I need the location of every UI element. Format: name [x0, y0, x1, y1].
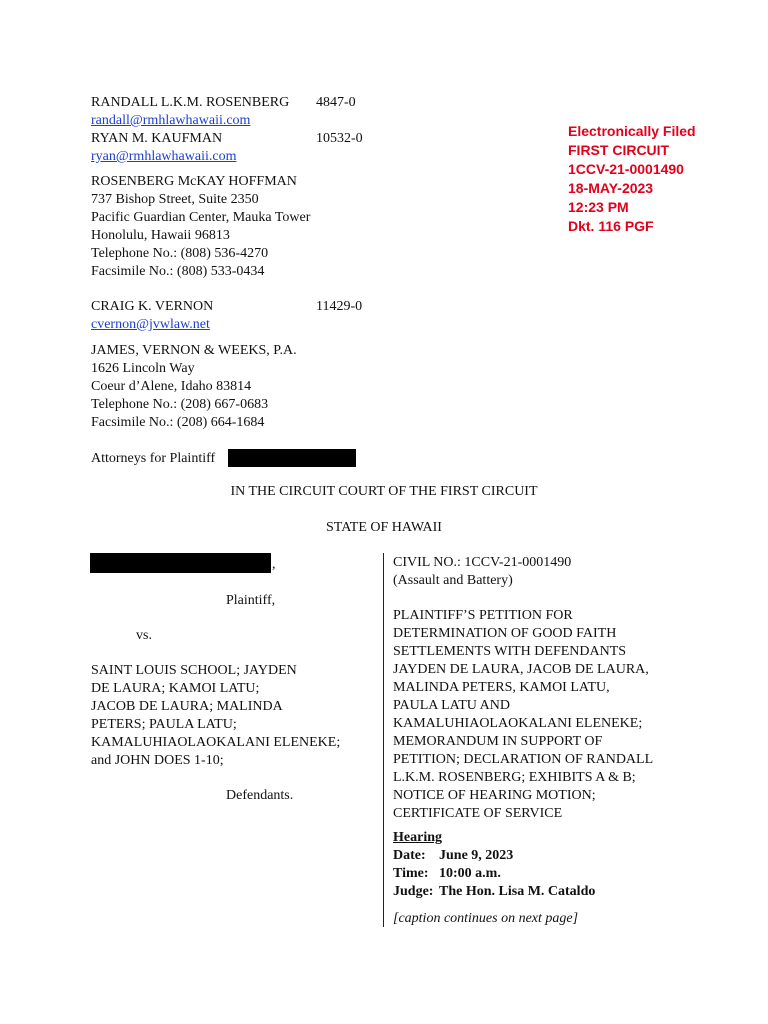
defendants-line: DE LAURA; KAMOI LATU;: [91, 681, 260, 696]
title-line: NOTICE OF HEARING MOTION;: [393, 788, 596, 803]
title-line: JAYDEN DE LAURA, JACOB DE LAURA,: [393, 662, 649, 677]
versus-label: vs.: [136, 628, 152, 643]
hearing-date-value: June 9, 2023: [439, 848, 514, 863]
defendants-line: and JOHN DOES 1-10;: [91, 753, 224, 768]
firm-1-name: ROSENBERG McKAY HOFFMAN: [91, 174, 297, 189]
defendants-label: Defendants.: [226, 788, 294, 803]
title-line: SETTLEMENTS WITH DEFENDANTS: [393, 644, 627, 659]
title-line: L.K.M. ROSENBERG; EXHIBITS A & B;: [393, 770, 636, 785]
plaintiff-label: Plaintiff,: [226, 593, 276, 608]
hearing-date-row: [393, 847, 595, 865]
title-line: DETERMINATION OF GOOD FAITH: [393, 626, 617, 641]
stamp-line-3: 1CCV-21-0001490: [568, 161, 684, 177]
title-line: CERTIFICATE OF SERVICE: [393, 806, 563, 821]
title-line: PLAINTIFF’S PETITION FOR: [393, 608, 573, 623]
firm-1-fax: Facsimile No.: (808) 533-0434: [91, 264, 265, 279]
firm-2-fax: Facsimile No.: (208) 664-1684: [91, 415, 265, 430]
firm-1-address-2: Pacific Guardian Center, Mauka Tower: [91, 210, 311, 225]
defendants-line: PETERS; PAULA LATU;: [91, 717, 237, 732]
firm-2-address: 1626 Lincoln Way: [91, 361, 195, 376]
caption-divider: [383, 553, 384, 927]
hearing-label: Hearing: [393, 830, 442, 845]
attorney-1-name: RANDALL L.K.M. ROSENBERG: [91, 95, 290, 110]
defendants-list: [91, 662, 340, 770]
firm-2-city: Coeur d’Alene, Idaho 83814: [91, 379, 252, 394]
attorney-3-bar-number: 11429-0: [316, 299, 363, 314]
electronic-filing-stamp: [568, 122, 696, 236]
attorney-2-bar-number: 10532-0: [316, 131, 363, 146]
caption-continues-note: [caption continues on next page]: [393, 911, 579, 926]
redaction-bar-plaintiff-name: [228, 449, 356, 467]
defendants-line: SAINT LOUIS SCHOOL; JAYDEN: [91, 663, 297, 678]
defendants-line: JACOB DE LAURA; MALINDA: [91, 699, 283, 714]
attorneys-for-label: Attorneys for Plaintiff: [91, 451, 216, 466]
stamp-line-1: Electronically Filed: [568, 123, 696, 139]
caption-comma: ,: [272, 557, 276, 572]
title-line: PETITION; DECLARATION OF RANDALL: [393, 752, 654, 767]
title-line: MALINDA PETERS, KAMOI LATU,: [393, 680, 610, 695]
hearing-judge-label: Judge:: [393, 884, 434, 899]
title-line: MEMORANDUM IN SUPPORT OF: [393, 734, 603, 749]
case-info: [393, 554, 571, 590]
attorney-3-name: CRAIG K. VERNON: [91, 299, 214, 314]
attorney-1-email-link[interactable]: randall@rmhlawhawaii.com: [91, 113, 251, 128]
stamp-line-4: 18-MAY-2023: [568, 180, 654, 196]
hearing-judge-value: The Hon. Lisa M. Cataldo: [439, 884, 596, 899]
hearing-judge-row: [393, 883, 595, 901]
civil-number: CIVIL NO.: 1CCV-21-0001490: [393, 555, 572, 570]
court-state: STATE OF HAWAII: [326, 520, 442, 535]
hearing-time-value: 10:00 a.m.: [439, 866, 501, 881]
stamp-line-2: FIRST CIRCUIT: [568, 142, 670, 158]
case-type: (Assault and Battery): [393, 573, 513, 588]
attorney-2-email-link[interactable]: ryan@rmhlawhawaii.com: [91, 149, 237, 164]
stamp-line-6: Dkt. 116 PGF: [568, 218, 654, 234]
firm-1-city: Honolulu, Hawaii 96813: [91, 228, 230, 243]
title-line: PAULA LATU AND: [393, 698, 510, 713]
court-name: IN THE CIRCUIT COURT OF THE FIRST CIRCUIT: [230, 484, 538, 499]
hearing-date-label: Date:: [393, 848, 426, 863]
document-title: [393, 607, 653, 823]
firm-1-phone: Telephone No.: (808) 536-4270: [91, 246, 269, 261]
attorney-2-name: RYAN M. KAUFMAN: [91, 131, 223, 146]
defendants-line: KAMALUHIAOLAOKALANI ELENEKE;: [91, 735, 341, 750]
hearing-info: [393, 829, 595, 901]
title-line: KAMALUHIAOLAOKALANI ELENEKE;: [393, 716, 643, 731]
hearing-time-label: Time:: [393, 866, 429, 881]
redaction-bar-plaintiff-caption: [90, 553, 271, 573]
attorney-3-email-link[interactable]: cvernon@jvwlaw.net: [91, 317, 210, 332]
firm-2-phone: Telephone No.: (208) 667-0683: [91, 397, 269, 412]
stamp-line-5: 12:23 PM: [568, 199, 629, 215]
attorney-1-bar-number: 4847-0: [316, 95, 356, 110]
firm-2-name: JAMES, VERNON & WEEKS, P.A.: [91, 343, 297, 358]
hearing-time-row: [393, 865, 595, 883]
firm-1-address-1: 737 Bishop Street, Suite 2350: [91, 192, 259, 207]
